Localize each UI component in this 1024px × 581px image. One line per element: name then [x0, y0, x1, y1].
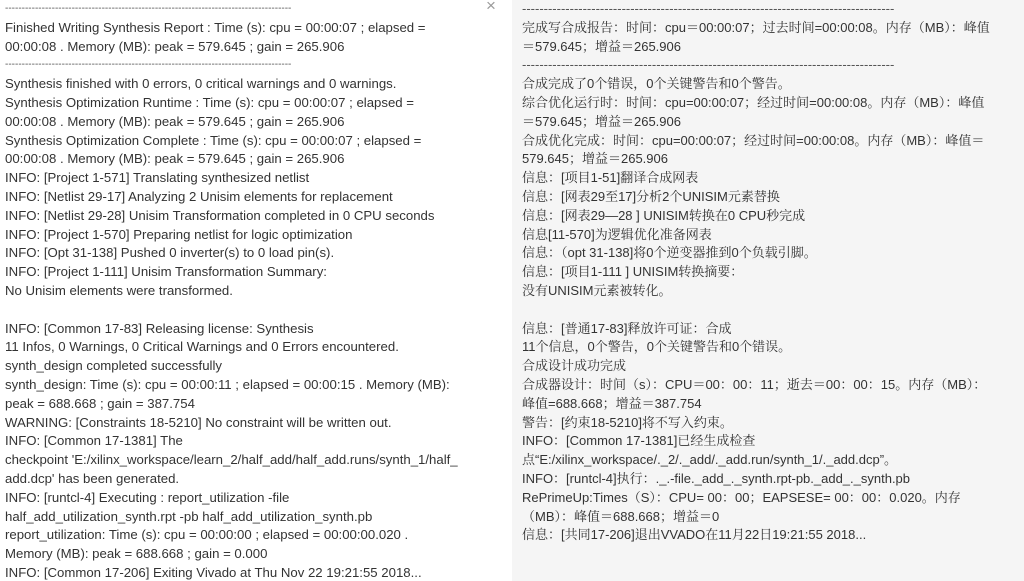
- source-line: INFO: [Opt 31-138] Pushed 0 inverter(s) to 0 load pin(s).: [5, 245, 335, 261]
- translation-line: 峰值=688.668；增益＝387.754: [522, 395, 702, 411]
- source-line: checkpoint 'E:/xilinx_workspace/learn_2/half_add/half_add.runs/synth_1/half_: [5, 452, 458, 468]
- translation-line: 点“E:/xilinx_workspace/._2/._add/._add.run/synth_1/._add.dcp”。: [522, 452, 898, 468]
- source-line: INFO: [Netlist 29-28] Unisim Transformation completed in 0 CPU seconds: [5, 207, 435, 223]
- translation-line: 信息：（opt 31-138]将0个逆变器推到0个负载引脚。: [522, 245, 817, 261]
- translation-line: RePrimeUp:Times（S）：CPU= 00：00；EAPSESE= 00：00：0.020。内存: [522, 489, 961, 505]
- translation-line: 信息：[项目1-111 ] UNISIM转换摘要：: [522, 264, 744, 280]
- source-line: Memory (MB): peak = 688.668 ; gain = 0.000: [5, 546, 268, 562]
- source-line: INFO: [Project 1-570] Preparing netlist for logic optimization: [5, 226, 353, 242]
- translation-line: 信息：[共同17-206]退出VVADO在11月22日19:21:55 2018...: [522, 527, 867, 543]
- translation-line: ＝579.645；增益＝265.906: [522, 38, 681, 54]
- source-line: synth_design completed successfully: [5, 358, 222, 374]
- translation-line: 没有UNISIM元素被转化。: [522, 282, 672, 298]
- source-line: INFO: [Common 17-1381] The: [5, 433, 183, 449]
- translation-line: ＝579.645；增益＝265.906: [522, 113, 681, 129]
- close-icon[interactable]: ×: [486, 0, 496, 15]
- source-line: Synthesis Optimization Runtime : Time (s): cpu = 00:00:07 ; elapsed =: [5, 94, 415, 110]
- translation-line: 信息：[网表29至17]分析2个UNISIM元素替换: [522, 188, 780, 204]
- translation-line: 合成优化完成：时间：cpu=00:00:07；经过时间=00:00:08。内存（MB）：峰值＝: [522, 132, 985, 148]
- source-line: 00:00:08 . Memory (MB): peak = 579.645 ; gain = 265.906: [5, 151, 345, 167]
- source-line: 11 Infos, 0 Warnings, 0 Critical Warnings and 0 Errors encountered.: [5, 339, 399, 355]
- translation-line: 信息：[项目1-51]翻译合成网表: [522, 170, 699, 186]
- source-line: INFO: [Project 1-571] Translating synthesized netlist: [5, 170, 310, 186]
- translation-lines: [522, 0, 1024, 545]
- translation-line: INFO：[Common 17-1381]已经生成检查: [522, 433, 756, 449]
- source-line: peak = 688.668 ; gain = 387.754: [5, 395, 195, 411]
- translation-line: 11个信息，0个警告，0个关键警告和0个错误。: [522, 339, 792, 355]
- source-line: report_utilization: Time (s): cpu = 00:00:00 ; elapsed = 00:00:00.020 .: [5, 527, 409, 543]
- translation-line: 信息：[网表29—28 ] UNISIM转换在0 CPU秒完成: [522, 207, 806, 223]
- source-line: INFO: [Common 17-83] Releasing license: Synthesis: [5, 320, 314, 336]
- translation-line: 合成设计成功完成: [522, 358, 627, 374]
- source-line: Synthesis Optimization Complete : Time (s): cpu = 00:00:07 ; elapsed =: [5, 132, 422, 148]
- source-line: --------------------------------------------------------------------------------------: [5, 3, 292, 14]
- translation-line: --------------------------------------------------------------------------------------: [522, 57, 895, 73]
- source-lines: [5, 0, 512, 581]
- source-line: No Unisim elements were transformed.: [5, 282, 233, 298]
- source-line: INFO: [Common 17-206] Exiting Vivado at Thu Nov 22 19:21:55 2018...: [5, 564, 422, 580]
- translation-line: （MB）：峰值＝688.668；增益＝0: [522, 508, 720, 524]
- source-line: synth_design: Time (s): cpu = 00:00:11 ; elapsed = 00:00:15 . Memory (MB):: [5, 376, 450, 392]
- source-line: 00:00:08 . Memory (MB): peak = 579.645 ; gain = 265.906: [5, 113, 345, 129]
- translation-text-pane[interactable]: [512, 0, 1024, 581]
- translation-line: 579.645；增益＝265.906: [522, 151, 668, 167]
- translation-line: 信息：[普通17-83]释放许可证：合成: [522, 320, 732, 336]
- source-line: 00:00:08 . Memory (MB): peak = 579.645 ; gain = 265.906: [5, 38, 345, 54]
- source-line: INFO: [runtcl-4] Executing : report_utilization -file: [5, 489, 290, 505]
- translation-line: [522, 301, 1024, 320]
- source-line: INFO: [Netlist 29-17] Analyzing 2 Unisim elements for replacement: [5, 188, 393, 204]
- source-line: [5, 301, 512, 320]
- source-line: add.dcp' has been generated.: [5, 470, 180, 486]
- source-line: WARNING: [Constraints 18-5210] No constraint will be written out.: [5, 414, 392, 430]
- translation-line: INFO：[runtcl-4]执行：._.-file._add_._synth.rpt-pb._add_._synth.pb: [522, 470, 911, 486]
- translation-line: 完成写合成报告：时间：cpu＝00:00:07；过去时间=00:00:08。内存（MB）：峰值: [522, 19, 990, 35]
- source-line: --------------------------------------------------------------------------------------: [5, 59, 292, 71]
- translation-line: 合成器设计：时间（s）：CPU＝00：00：11；逝去＝00：00：15。内存（MB）：: [522, 376, 987, 392]
- source-line: INFO: [Project 1-111] Unisim Transformation Summary:: [5, 264, 327, 280]
- translation-line: 警告：[约束18-5210]将不写入约束。: [522, 414, 733, 430]
- source-line: half_add_utilization_synth.rpt -pb half_add_utilization_synth.pb: [5, 508, 373, 524]
- translation-line: 综合优化运行时：时间：cpu=00:00:07；经过时间=00:00:08。内存（MB）：峰值: [522, 94, 985, 110]
- translation-line: 信息[11-570]为逻辑优化准备网表: [522, 226, 712, 242]
- translation-line: 合成完成了0个错误，0个关键警告和0个警告。: [522, 76, 791, 92]
- source-line: Finished Writing Synthesis Report : Time (s): cpu = 00:00:07 ; elapsed =: [5, 19, 426, 35]
- translation-line: --------------------------------------------------------------------------------------: [522, 1, 895, 16]
- source-line: Synthesis finished with 0 errors, 0 critical warnings and 0 warnings.: [5, 76, 397, 92]
